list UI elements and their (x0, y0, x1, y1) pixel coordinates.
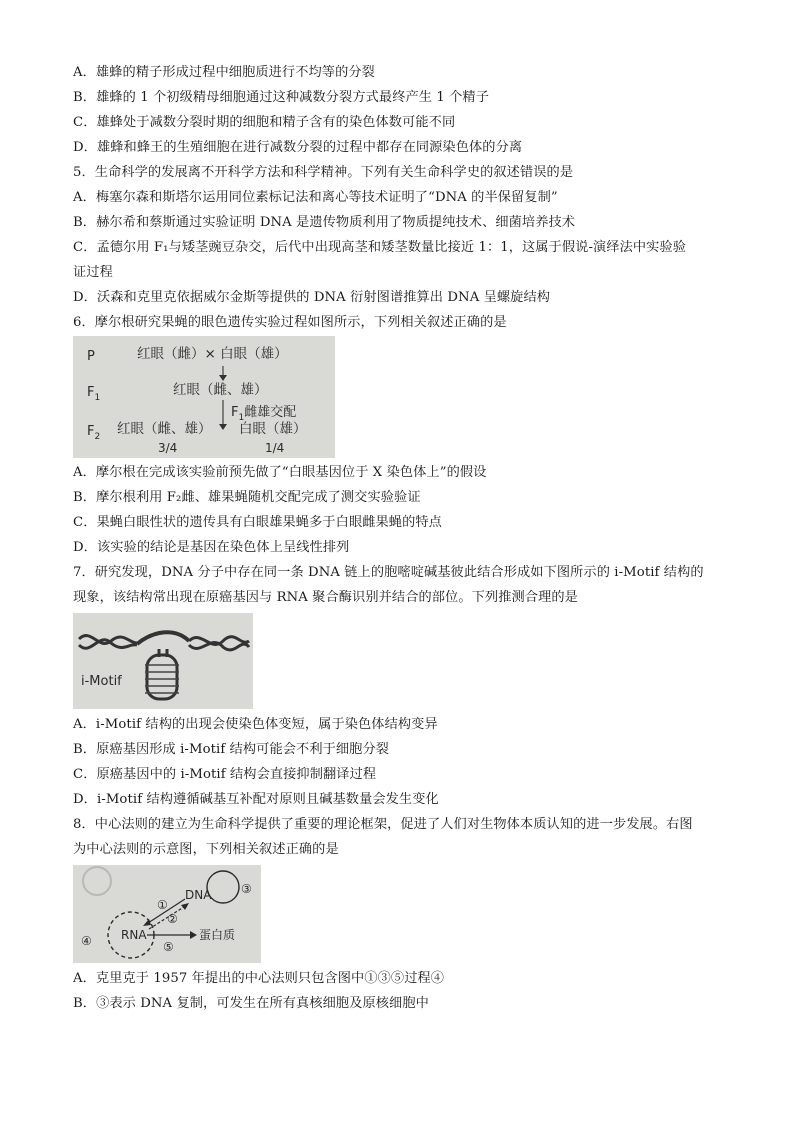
dna-replication-loop (207, 871, 239, 903)
q7-option-a: A．i-Motif 结构的出现会使染色体变短，属于染色体结构变异 (73, 717, 438, 732)
q4-option-b: B．雄蜂的 1 个初级精母细胞通过这种减数分裂方式最终产生 1 个精子 (73, 90, 489, 105)
rna-node: RNA (121, 928, 147, 942)
central-dogma-svg (73, 865, 261, 963)
label-5: ⑤ (163, 940, 174, 954)
q6-option-c: C．果蝇白眼性状的遗传具有白眼雄果蝇多于白眼雌果蝇的特点 (73, 515, 442, 530)
morgan-cross-svg (73, 336, 335, 458)
arrow-head-f1-f2 (219, 424, 227, 430)
row-p-label: P (87, 349, 95, 364)
q5-option-b: B．赫尔希和蔡斯通过实验证明 DNA 是遗传物质利用了物质提纯技术、细菌培养技术 (73, 215, 576, 230)
q7-option-d: D．i-Motif 结构遵循碱基互补配对原则且碱基数量会发生变化 (73, 792, 439, 807)
figure-central-dogma (73, 865, 261, 963)
q8-stem-line2: 为中心法则的示意图，下列相关叙述正确的是 (73, 842, 339, 857)
q8-option-b: B．③表示 DNA 复制，可发生在所有真核细胞及原核细胞中 (73, 996, 429, 1011)
cross-label: $F_1$雌雄交配 (231, 405, 297, 423)
row-f2-label: $F_2$ (87, 424, 101, 442)
q6-stem: 6．摩尔根研究果蝇的眼色遗传实验过程如图所示，下列相关叙述正确的是 (73, 315, 507, 330)
q7-stem-line2: 现象，该结构常出现在原癌基因与 RNA 聚合酶识别并结合的部位。下列推测合理的是 (73, 590, 578, 605)
q8-option-a: A．克里克于 1957 年提出的中心法则只包含图中①③⑤过程④ (73, 971, 445, 986)
q4-option-a: A．雄蜂的精子形成过程中细胞质进行不均等的分裂 (73, 65, 375, 80)
q6-option-a: A．摩尔根在完成该实验前预先做了“白眼基因位于 X 染色体上”的假设 (73, 465, 487, 480)
ratio-white: 1/4 (265, 441, 285, 455)
q7-option-b: B．原癌基因形成 i-Motif 结构可能会不利于细胞分裂 (73, 742, 390, 757)
q6-option-d: D．该实验的结论是基因在染色体上呈线性排列 (73, 540, 350, 555)
i-motif-svg (73, 613, 253, 709)
row-p-text: 红眼（雌）× 白眼（雄） (137, 346, 288, 362)
figure-i-motif (73, 613, 253, 709)
label-1: ① (157, 898, 168, 912)
q8-stem-line1: 8．中心法则的建立为生命科学提供了重要的理论框架，促进了人们对生物体本质认知的进一步发展。右图 (73, 817, 693, 832)
f2-red: 红眼（雌、雄） (117, 421, 212, 437)
q4-option-c: C．雄蜂处于减数分裂时期的细胞和精子含有的染色体数可能不同 (73, 115, 456, 130)
q5-option-a: A．梅塞尔森和斯塔尔运用同位素标记法和离心等技术证明了“DNA 的半保留复制” (73, 190, 558, 205)
label-3: ③ (241, 882, 252, 896)
arrow-head-p-f1 (219, 375, 227, 381)
row-f1-label: $F_1$ (87, 385, 101, 403)
dna-arch (137, 632, 189, 644)
row-f1-text: 红眼（雌、雄） (173, 382, 268, 398)
f2-white: 白眼（雄） (239, 421, 307, 437)
q4-option-d: D．雄蜂和蜂王的生殖细胞在进行减数分裂的过程中都存在同源染色体的分离 (73, 140, 523, 155)
i-motif-label: i-Motif (81, 674, 122, 689)
label-4: ④ (81, 934, 92, 948)
q5-option-c-line2: 证过程 (73, 265, 113, 280)
ratio-red: 3/4 (158, 441, 178, 455)
figure-morgan-cross (73, 336, 335, 458)
q5-option-d: D．沃森和克里克依据威尔金斯等提供的 DNA 衍射图谱推算出 DNA 呈螺旋结构 (73, 290, 551, 305)
label-2: ② (167, 912, 178, 926)
q5-stem: 5．生命科学的发展离不开科学方法和科学精神。下列有关生命科学史的叙述错误的是 (73, 165, 574, 180)
q5-option-c-line1: C．孟德尔用 F₁与矮茎豌豆杂交，后代中出现高茎和矮茎数量比接近 1：1，这属于假说-演绎法中实验验 (73, 240, 687, 255)
dna-node: DNA (185, 888, 212, 902)
q6-option-b: B．摩尔根利用 F₂雌、雄果蝇随机交配完成了测交实验验证 (73, 490, 421, 505)
dna-right-strand2 (189, 642, 249, 649)
q7-option-c: C．原癌基因中的 i-Motif 结构会直接抑制翻译过程 (73, 767, 377, 782)
protein-node: 蛋白质 (199, 928, 236, 942)
q7-stem-line1: 7．研究发现，DNA 分子中存在同一条 DNA 链上的胞嘧啶碱基彼此结合形成如下图所示的 i-Motif 结构的 (73, 565, 704, 580)
